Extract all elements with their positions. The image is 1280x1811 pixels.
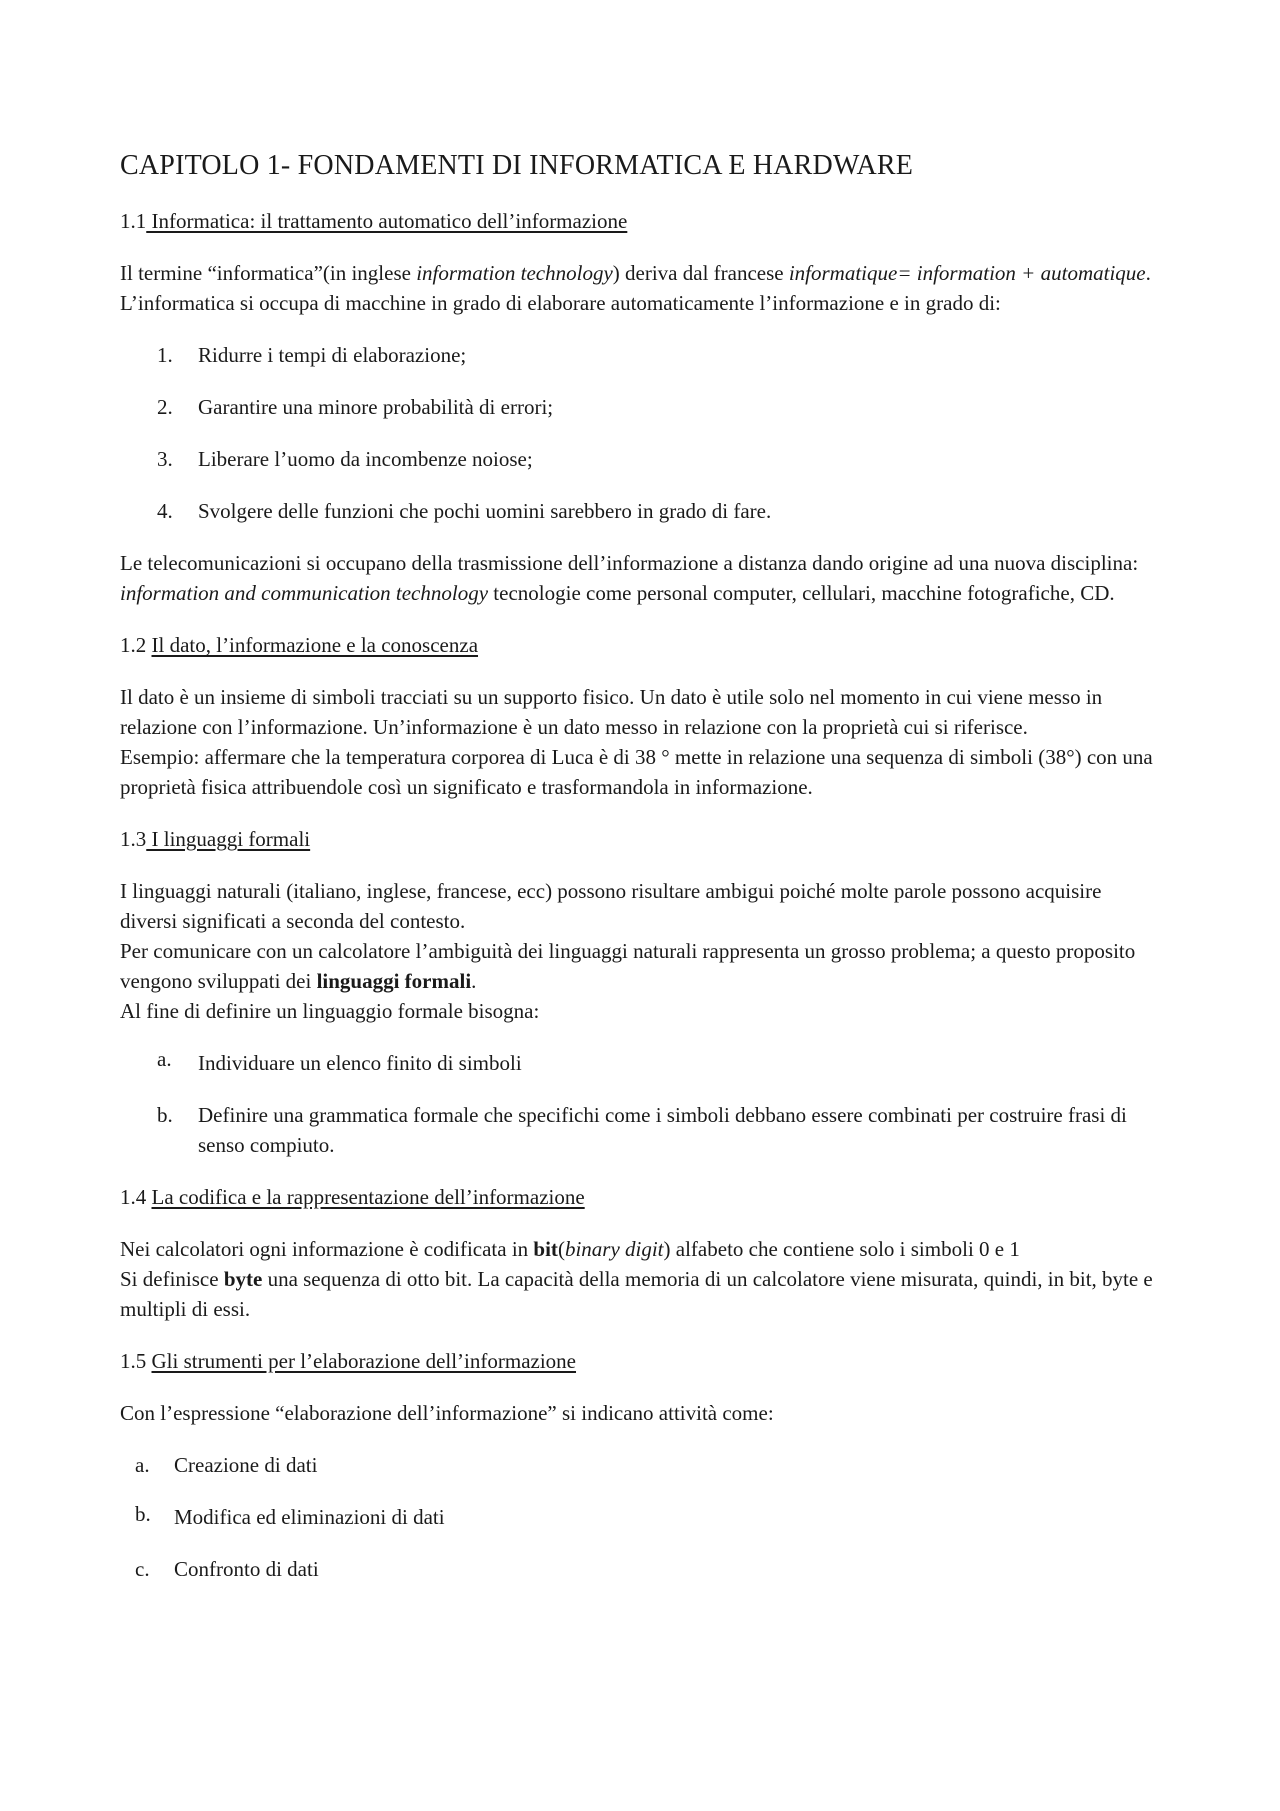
paragraph: L’informatica si occupa di macchine in grado di elaborare automaticamente l’informazione e in grado di: [120,291,1001,315]
section-heading-1-5 [120,1346,1162,1376]
text-run: ( [557,1237,565,1261]
list-letter: a. [135,1453,150,1477]
list-item-text: Confronto di dati [174,1557,319,1581]
section-heading-1-3 [120,824,1162,854]
paragraph [120,258,1162,288]
section-title: Il dato, l’informazione e la conoscenza [151,633,479,657]
list-letter: b. [135,1502,151,1526]
list-item-text: Ridurre i tempi di elaborazione; [198,343,467,367]
list-item-text: Garantire una minore probabilità di errori; [198,395,554,419]
paragraph: Esempio: affermare che la temperatura corporea di Luca è di 38 ° mette in relazione una sequenza di simboli (38°) con una proprietà fisica attribuendole così un significato e trasformandola in informazione. [120,745,1153,799]
text-run: Si definisce [120,1267,224,1291]
list-item [120,392,1162,422]
paragraph: Il dato è un insieme di simboli tracciati su un supporto fisico. Un dato è utile solo nel momento in cui viene messo in relazione con l’informazione. Un’informazione è un dato messo in relazione con la proprietà cui si riferisce. [120,685,1103,739]
text-run-italic: information technology [416,261,613,285]
list-item [120,1100,1162,1160]
text-run: . [1145,261,1151,285]
section-heading-1-2 [120,630,1162,660]
section-number: 1.4 [120,1185,147,1209]
text-run: Per comunicare con un calcolatore l’ambiguità dei linguaggi naturali rappresenta un grosso problema; a questo proposito vengono sviluppati dei [120,939,1136,993]
list-item-text: Svolgere delle funzioni che pochi uomini sarebbero in grado di fare. [198,499,772,523]
section-title: La codifica e la rappresentazione dell’informazione [151,1185,585,1209]
list-item-text: Liberare l’uomo da incombenze noiose; [198,447,533,471]
list-number: 1. [157,343,173,367]
section-title: Gli strumenti per l’elaborazione dell’informazione [151,1349,577,1373]
section-number: 1.2 [120,633,147,657]
paragraph [120,936,1162,996]
list-item-text: Creazione di dati [174,1453,318,1477]
list-item [120,1450,1162,1480]
list-number: 2. [157,395,173,419]
text-run-bold: linguaggi formali [316,969,472,993]
section-number: 1.5 [120,1349,147,1373]
list-number: 4. [157,499,173,523]
list-item-text: Definire una grammatica formale che specifichi come i simboli debbano essere combinati per costruire frasi di senso compiuto. [198,1103,1127,1157]
text-run-italic: informatique= information + automatique [788,261,1146,285]
list-item [120,1554,1162,1584]
section-heading-1-4 [120,1182,1162,1212]
section-title: Informatica: il trattamento automatico dell’informazione [146,209,628,233]
list-item-text: Individuare un elenco finito di simboli [198,1051,522,1075]
section-title: I linguaggi formali [146,827,311,851]
text-run: ) alfabeto che contiene solo i simboli 0 e 1 [663,1237,1020,1261]
text-run-italic: binary digit [564,1237,664,1261]
list-item [120,340,1162,370]
list-letter: b. [157,1103,173,1127]
text-run-bold: bit [533,1237,558,1261]
list-item-text: Modifica ed eliminazioni di dati [174,1505,445,1529]
text-run-bold: byte [223,1267,263,1291]
text-run: Le telecomunicazioni si occupano della trasmissione dell’informazione a distanza dando origine ad una nuova disciplina: [120,551,1139,575]
text-run-italic: information and communication technology [120,581,489,605]
text-run: una sequenza di otto bit. La capacità della memoria di un calcolatore viene misurata, quindi, in bit, byte e multipli di essi. [120,1267,1153,1321]
paragraph [120,1264,1162,1324]
list-item [120,444,1162,474]
text-run: ) deriva dal francese [612,261,789,285]
list-item [120,1502,1162,1532]
section-number: 1.3 [120,827,147,851]
paragraph: Con l’espressione “elaborazione dell’informazione” si indicano attività come: [120,1401,774,1425]
paragraph: Al fine di definire un linguaggio formale bisogna: [120,999,540,1023]
text-run: . [471,969,477,993]
text-run: Il termine “informatica”(in inglese [120,261,417,285]
paragraph [120,1234,1162,1264]
list-number: 3. [157,447,173,471]
paragraph: I linguaggi naturali (italiano, inglese, francese, ecc) possono risultare ambigui poiché molte parole possono acquisire diversi significati a seconda del contesto. [120,879,1102,933]
lettered-list [120,1450,1162,1584]
list-letter: c. [135,1557,150,1581]
list-letter: a. [157,1047,172,1071]
chapter-title: CAPITOLO 1- FONDAMENTI DI INFORMATICA E HARDWARE [120,150,914,181]
list-item [120,1048,1162,1078]
list-item [120,496,1162,526]
paragraph [120,548,1162,608]
section-number: 1.1 [120,209,147,233]
numbered-list [120,340,1162,526]
text-run: tecnologie come personal computer, cellulari, macchine fotografiche, CD. [488,581,1115,605]
section-heading-1-1 [120,206,1162,236]
text-run: Nei calcolatori ogni informazione è codificata in [120,1237,534,1261]
lettered-list [120,1048,1162,1160]
